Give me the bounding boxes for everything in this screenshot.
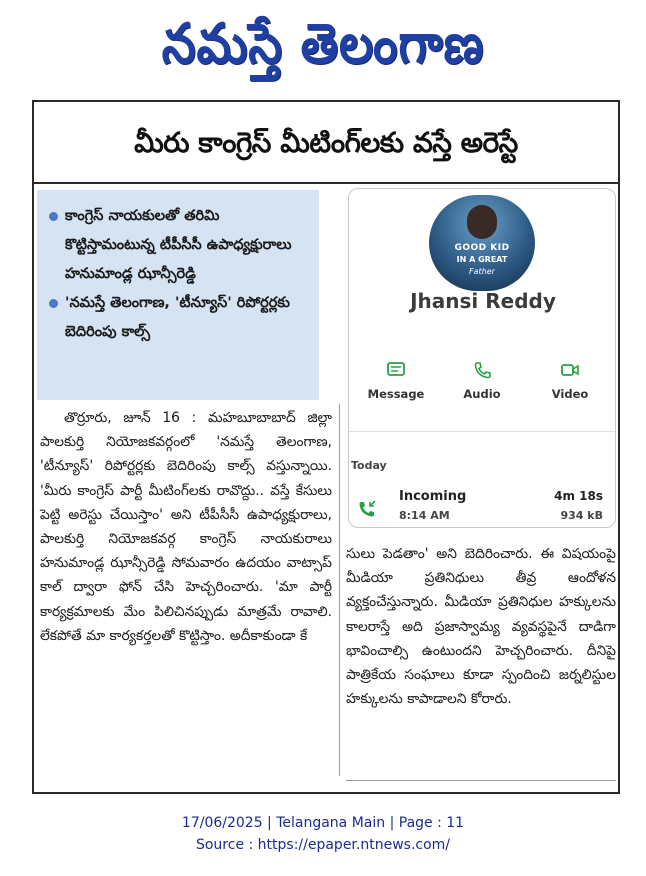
call-duration: 4m 18s — [554, 489, 603, 503]
call-size: 934 kB — [560, 509, 603, 522]
audio-label: Audio — [463, 387, 501, 401]
edition-info: 17/06/2025 | Telangana Main | Page : 11 — [181, 815, 465, 831]
avatar-person-icon — [467, 205, 497, 239]
article-body-right: సులు పెడతాం' అని బెదిరించారు. ఈ విషయంపై మీడియా ప్రతినిధులు తీవ్ర ఆందోళన వ్యక్తంచేస్తున్నారు. మీడియా ప్రతినిధుల హక్కులను కాలరాస్తే అది ప్రజాస్వామ్య వ్యవస్థపైనే దాడిగా భావించాల్సి ఉంటుందని హెచ్చరించారు. దీనిపై పాత్రికేయ సంఘాలు కూడా స్పందించి జర్నలిస్టుల హక్కులను కాపాడాలని కోరారు. — [346, 546, 616, 708]
video-label: Video — [551, 387, 589, 401]
whatsapp-call-screenshot — [348, 188, 616, 528]
news-clipping — [32, 100, 620, 794]
highlight-item — [47, 289, 311, 347]
video-call-button[interactable] — [535, 361, 605, 402]
highlight-item — [47, 202, 311, 289]
source-link[interactable]: Source : https://epaper.ntnews.com/ — [195, 837, 451, 853]
bullet-icon — [49, 299, 58, 308]
contact-avatar — [429, 195, 535, 291]
call-time: 8:14 AM — [399, 509, 450, 522]
day-label: Today — [351, 459, 387, 472]
message-button[interactable] — [361, 361, 431, 402]
highlight-text: కాంగ్రెస్ నాయకులతో తరిమి కొట్టిస్తామంటున్న టీపీసీసీ ఉపాధ్యక్షురాలు హనుమాండ్ల ఝాన్సీరెడ్డి — [65, 208, 292, 282]
phone-icon — [472, 361, 492, 379]
avatar-caption: IN A GREAT — [456, 255, 508, 264]
highlight-text: 'నమస్తే తెలంగాణ, 'టీన్యూస్' రిపోర్టర్లకు బెదిరింపు కాల్స్ — [65, 295, 290, 340]
contact-actions — [349, 361, 617, 411]
video-icon — [560, 361, 580, 379]
avatar-caption: GOOD KID — [454, 243, 510, 253]
column-divider — [339, 404, 340, 776]
masthead — [0, 6, 646, 86]
audio-call-button[interactable] — [447, 361, 517, 402]
headline-divider — [34, 182, 618, 184]
article-headline: మీరు కాంగ్రెస్ మీటింగ్‌లకు వస్తే అరెస్టే — [134, 126, 518, 159]
message-label: Message — [367, 387, 425, 401]
incoming-call-icon — [357, 499, 377, 519]
article-body-left: తొర్రూరు, జూన్ 16 : మహబూబాబాద్ జిల్లా పాలకుర్తి నియోజకవర్గంలో 'నమస్తే తెలంగాణ, 'టీన్యూస్' రిపోర్టర్లకు బెదిరింపు కాల్స్ వస్తున్నాయి. 'మీరు కాంగ్రెస్ పార్టీ మీటింగ్‌లకు రావొద్దు.. వస్తే కేసులు పెట్టి అరెస్టు చేయిస్తాం' అని టీపీసీసీ ఉపాధ్యక్షురాలు, పాలకుర్తి నియోజకవర్గ కాంగ్రెస్ నాయకురాలు హనుమాండ్ల ఝాన్సీరెడ్డి సోమవారం ఉదయం వాట్సాప్ కాల్ ద్వారా ఫోన్ చేసి హెచ్చరించారు. 'మా పార్టీ కార్యక్రమాలకు మేం పిలిచినప్పుడు మాత్రమే రావాలి. లేకపోతే మా కార్యకర్తలతో కొట్టిస్తాం. అదీకాకుండా కే — [40, 410, 332, 644]
call-log-entry[interactable] — [357, 489, 607, 529]
contact-name: Jhansi Reddy — [410, 289, 556, 313]
call-type: Incoming — [399, 489, 467, 504]
page-footer — [0, 812, 646, 856]
bullet-icon — [49, 212, 58, 221]
avatar-caption: Father — [469, 267, 495, 276]
column-end-rule — [346, 780, 616, 781]
highlights-box — [37, 190, 319, 400]
phone-divider — [349, 431, 615, 432]
message-icon — [386, 361, 406, 379]
masthead-logo: నమస్తే తెలంగాణ — [161, 11, 485, 77]
